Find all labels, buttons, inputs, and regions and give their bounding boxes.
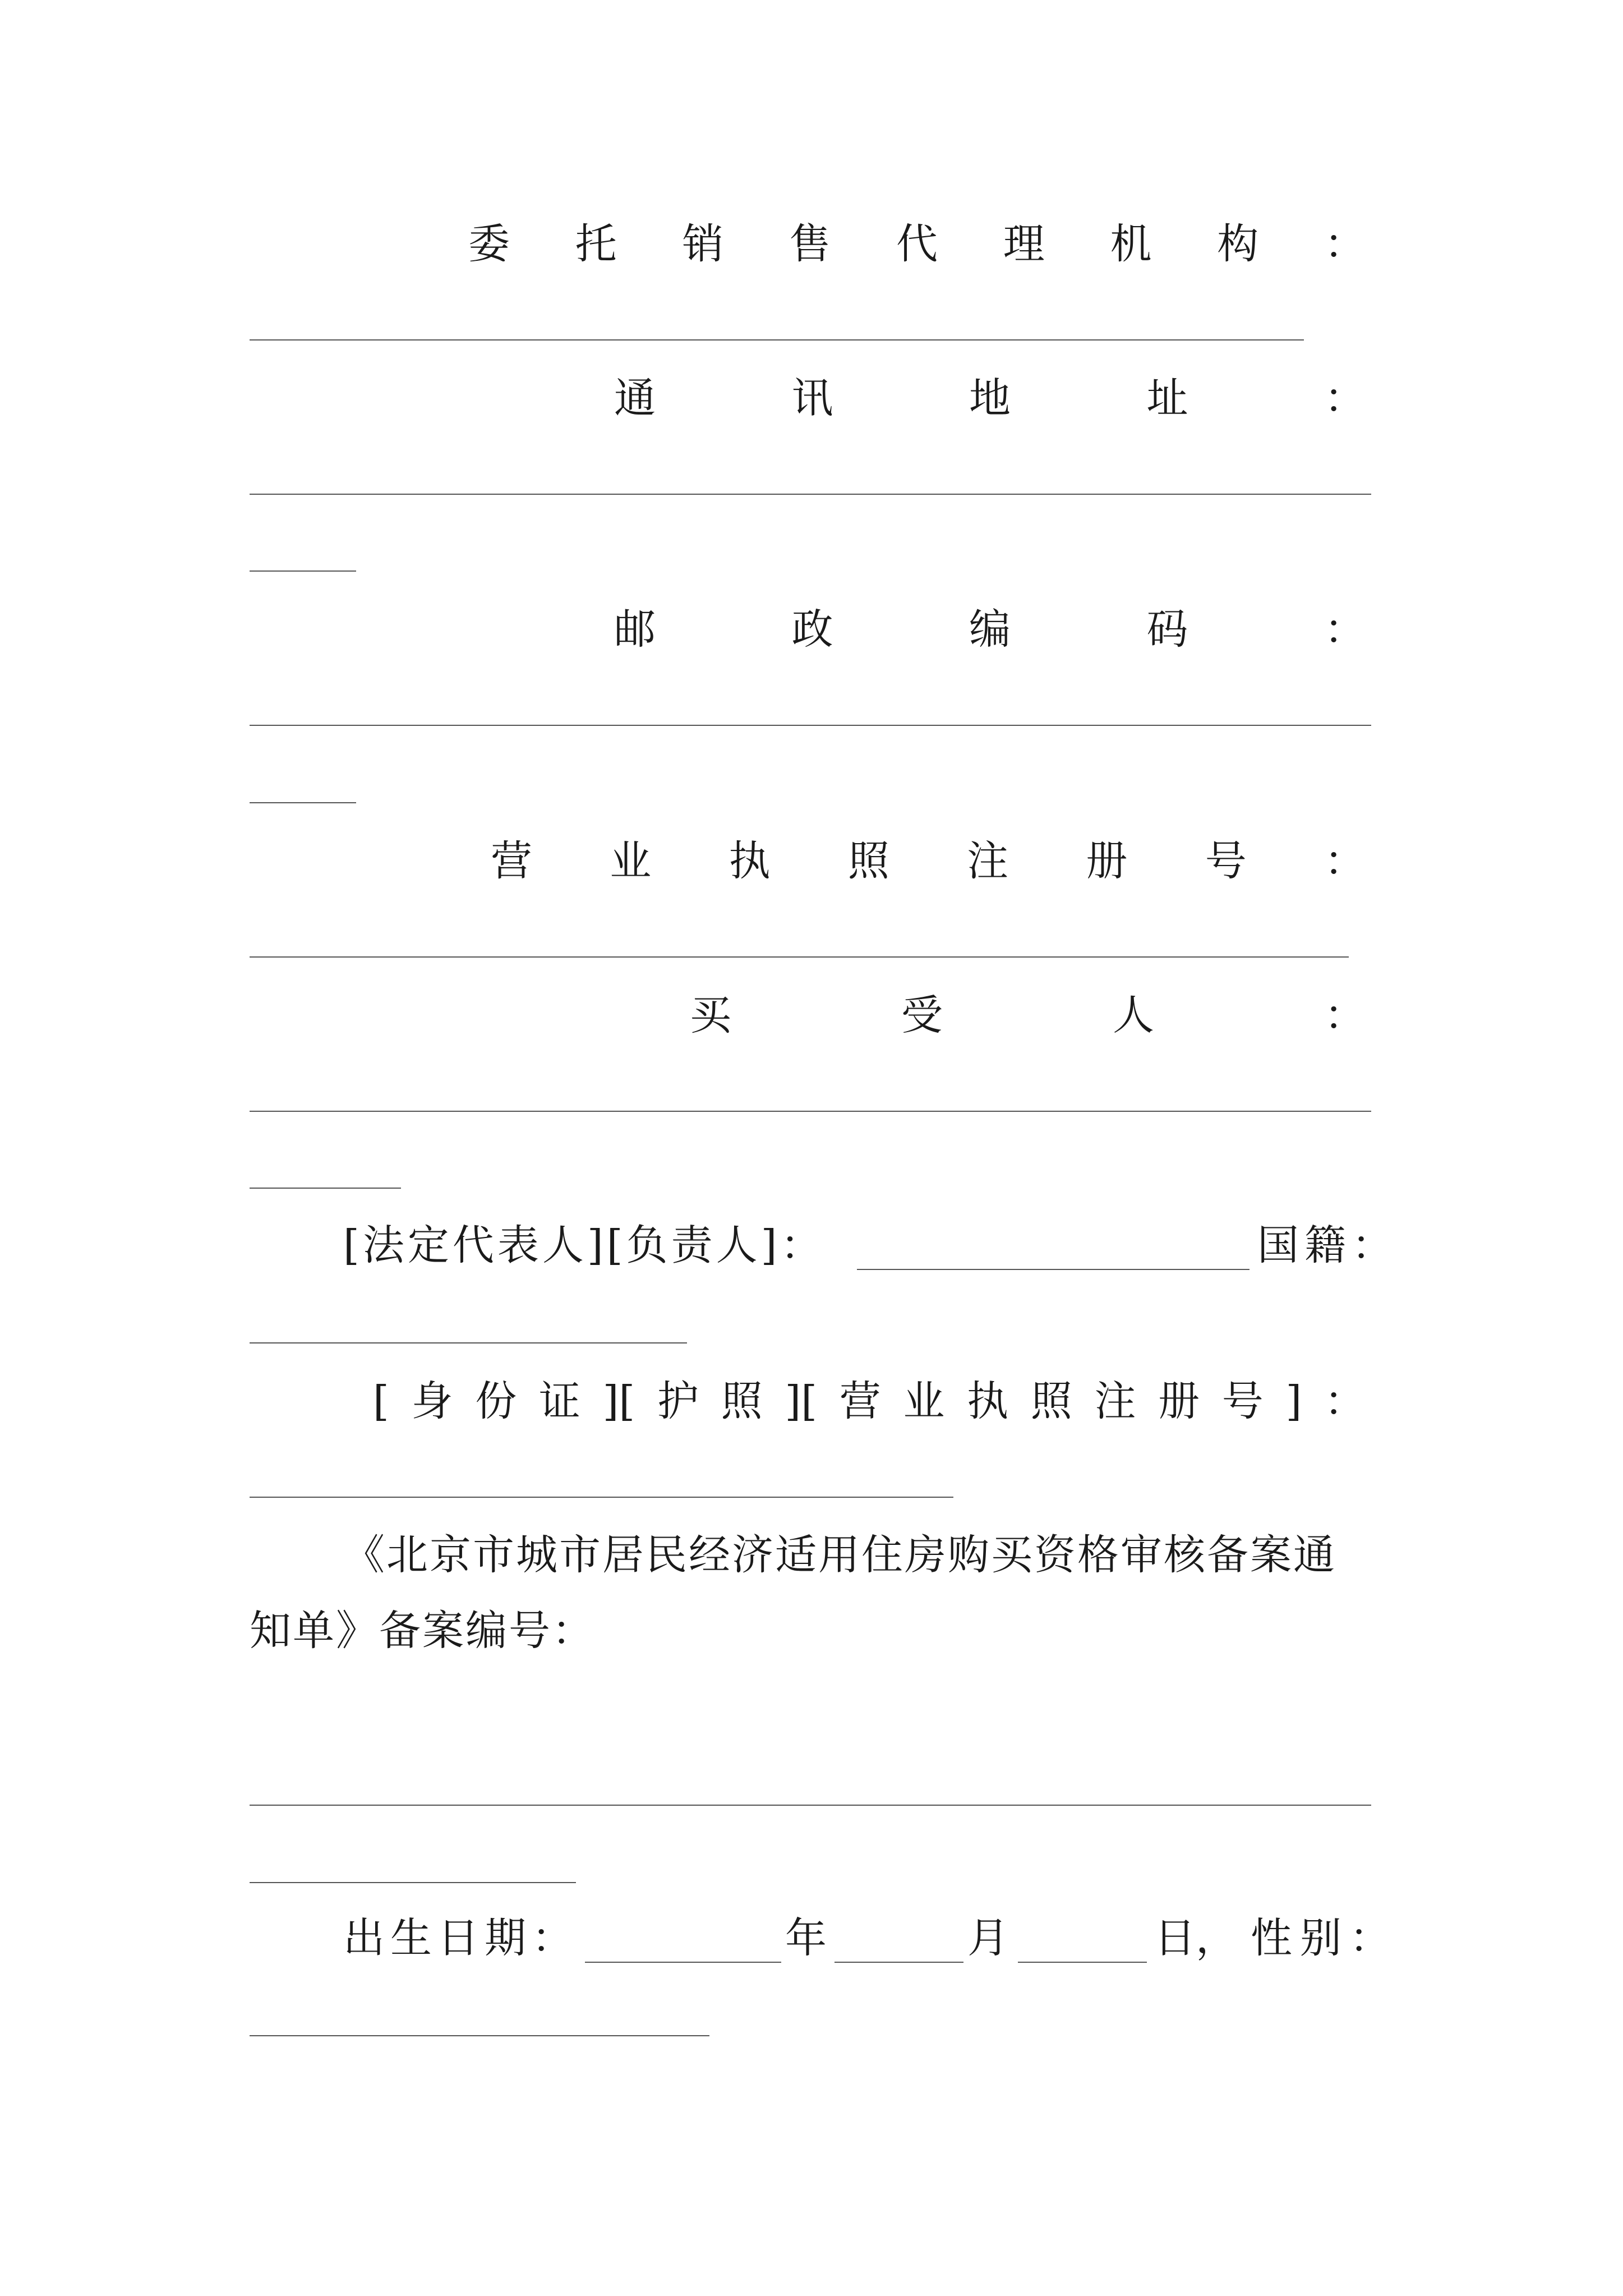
- birth-day-fill-line[interactable]: [1018, 1962, 1147, 1963]
- id-type-char: 册: [1158, 1377, 1200, 1425]
- id-type-char: ][: [602, 1377, 635, 1425]
- notice-title-line1: 《北京市城市居民经济适用住房购买资格审核备案通: [343, 1531, 1336, 1579]
- license-char: 册: [1086, 837, 1128, 885]
- birth-year-fill-line[interactable]: [585, 1962, 781, 1963]
- postcode-fill-line-cont[interactable]: [250, 802, 356, 803]
- address-char: 通: [614, 374, 656, 422]
- license-label-row: [491, 830, 1366, 892]
- legal-rep-fill-line[interactable]: [857, 1269, 1249, 1270]
- license-char: 执: [728, 837, 771, 885]
- gender-fill-line[interactable]: [250, 2035, 709, 2036]
- address-char: 讯: [791, 374, 833, 422]
- id-type-char: 号: [1221, 1377, 1264, 1425]
- postcode-char: ：: [1324, 605, 1366, 654]
- birth-day-label: 日，: [1154, 1914, 1237, 1962]
- license-char: ：: [1324, 837, 1366, 885]
- id-type-label-row: [373, 1370, 1366, 1432]
- buyer-char: 人: [1113, 991, 1154, 1039]
- id-type-char: 份: [475, 1377, 517, 1425]
- id-type-char: 执: [967, 1377, 1009, 1425]
- id-type-char: 照: [721, 1377, 763, 1425]
- notice-title-line2: 知单》备案编号：: [250, 1607, 595, 1655]
- nationality-fill-line[interactable]: [250, 1342, 687, 1343]
- agency-char: 代: [896, 220, 938, 268]
- address-label-row: [614, 367, 1366, 429]
- postcode-char: 码: [1146, 605, 1188, 654]
- birth-date-label: 出生日期：: [343, 1914, 579, 1962]
- legal-rep-label: [法定代表人][负责人]：: [343, 1221, 826, 1269]
- agency-char: 销: [682, 220, 724, 268]
- id-type-char: 注: [1094, 1377, 1136, 1425]
- postcode-char: 政: [791, 605, 833, 654]
- buyer-fill-line[interactable]: [250, 1111, 1371, 1112]
- id-type-char: ][: [785, 1377, 818, 1425]
- postcode-char: 编: [969, 605, 1011, 654]
- postcode-label-row: [614, 599, 1366, 660]
- agency-char: 理: [1003, 220, 1045, 268]
- license-char: 号: [1205, 837, 1247, 885]
- postcode-char: 邮: [614, 605, 656, 654]
- agency-char: 委: [468, 220, 510, 268]
- id-type-char: 护: [657, 1377, 699, 1425]
- license-char: 注: [967, 837, 1009, 885]
- id-number-fill-line[interactable]: [250, 1497, 953, 1498]
- address-char: ：: [1324, 374, 1366, 422]
- id-type-char: 证: [538, 1377, 580, 1425]
- license-fill-line[interactable]: [250, 956, 1349, 958]
- license-char: 照: [847, 837, 889, 885]
- address-char: 址: [1146, 374, 1188, 422]
- agency-label-row: [468, 213, 1366, 275]
- buyer-char: 买: [690, 991, 731, 1039]
- gender-label: 性别：: [1251, 1914, 1399, 1962]
- buyer-char: 受: [901, 991, 943, 1039]
- buyer-label-row: [690, 984, 1366, 1046]
- birth-month-label: 月: [967, 1914, 1009, 1962]
- id-type-char: 业: [903, 1377, 945, 1425]
- postcode-fill-line[interactable]: [250, 725, 1371, 726]
- license-char: 业: [610, 837, 652, 885]
- agency-char: ：: [1324, 220, 1366, 268]
- address-char: 地: [969, 374, 1011, 422]
- birth-year-label: 年: [785, 1914, 827, 1962]
- notice-number-fill-line-cont[interactable]: [250, 1882, 576, 1883]
- id-type-char: ：: [1324, 1377, 1366, 1425]
- buyer-fill-line-cont[interactable]: [250, 1188, 401, 1189]
- agency-char: 构: [1217, 220, 1259, 268]
- id-type-char: 营: [839, 1377, 881, 1425]
- agency-char: 托: [575, 220, 617, 268]
- id-type-char: ]: [1285, 1377, 1302, 1425]
- nationality-label: 国籍：: [1257, 1221, 1399, 1269]
- address-fill-line[interactable]: [250, 494, 1371, 495]
- id-type-char: [: [373, 1377, 389, 1425]
- agency-char: 售: [789, 220, 831, 268]
- address-fill-line-cont[interactable]: [250, 570, 356, 572]
- agency-char: 机: [1110, 220, 1152, 268]
- buyer-char: ：: [1324, 991, 1366, 1039]
- birth-month-fill-line[interactable]: [834, 1962, 963, 1963]
- license-char: 营: [491, 837, 532, 885]
- id-type-char: 照: [1030, 1377, 1072, 1425]
- id-type-char: 身: [411, 1377, 453, 1425]
- agency-fill-line[interactable]: [250, 339, 1304, 341]
- notice-number-fill-line[interactable]: [250, 1805, 1371, 1806]
